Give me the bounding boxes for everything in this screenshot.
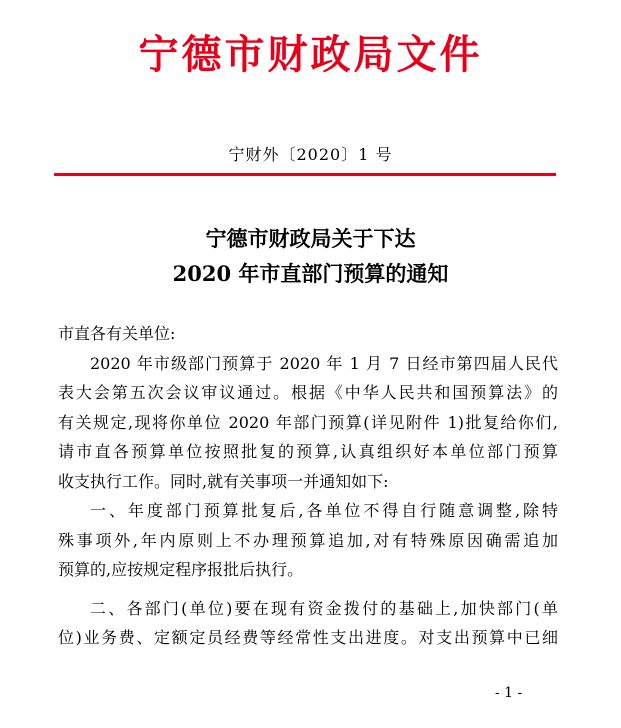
- document-header-title: 宁德市财政局文件: [138, 31, 483, 78]
- paragraph-2-line: 一、年度部门预算批复后,各单位不得自行随意调整,除特: [90, 501, 558, 520]
- notice-title-line-2: 2020 年市直部门预算的通知: [172, 261, 449, 286]
- page-number: - 1 -: [495, 685, 523, 701]
- salutation: 市直各有关单位:: [58, 324, 176, 343]
- paragraph-1-line: 收支执行工作。同时,就有关事项一并通知如下:: [58, 471, 389, 491]
- document-body: [58, 319, 558, 653]
- paragraph-1-line: 请市直各预算单位按照批复的预算,认真组织好本单位部门预算: [58, 442, 558, 461]
- paragraph-gap: [58, 585, 558, 594]
- paragraph-2-line: 殊事项外,年内原则上不办理预算追加,对有特殊原因确需追加: [58, 530, 558, 550]
- document-number: 宁财外〔2020〕1 号: [228, 145, 393, 164]
- notice-title: [0, 221, 621, 291]
- paragraph-2-line: 预算的,应按规定程序报批后执行。: [58, 560, 304, 579]
- notice-title-line-1: 宁德市财政局关于下达: [205, 226, 416, 251]
- paragraph-1-line: 表大会第五次会议审议通过。根据《中华人民共和国预算法》的: [58, 383, 558, 402]
- red-divider-line: [54, 173, 556, 176]
- paragraph-3-line: 位)业务费、定额定员经费等经常性支出进度。对支出预算中已细: [58, 628, 558, 647]
- paragraph-1-line: 有关规定,现将你单位 2020 年部门预算(详见附件 1)批复给你们,: [58, 412, 558, 432]
- paragraph-3-line: 二、各部门(单位)要在现有资金拨付的基础上,加快部门(单: [90, 598, 558, 618]
- paragraph-1-line: 2020 年市级部门预算于 2020 年 1 月 7 日经市第四届人民代: [90, 353, 558, 373]
